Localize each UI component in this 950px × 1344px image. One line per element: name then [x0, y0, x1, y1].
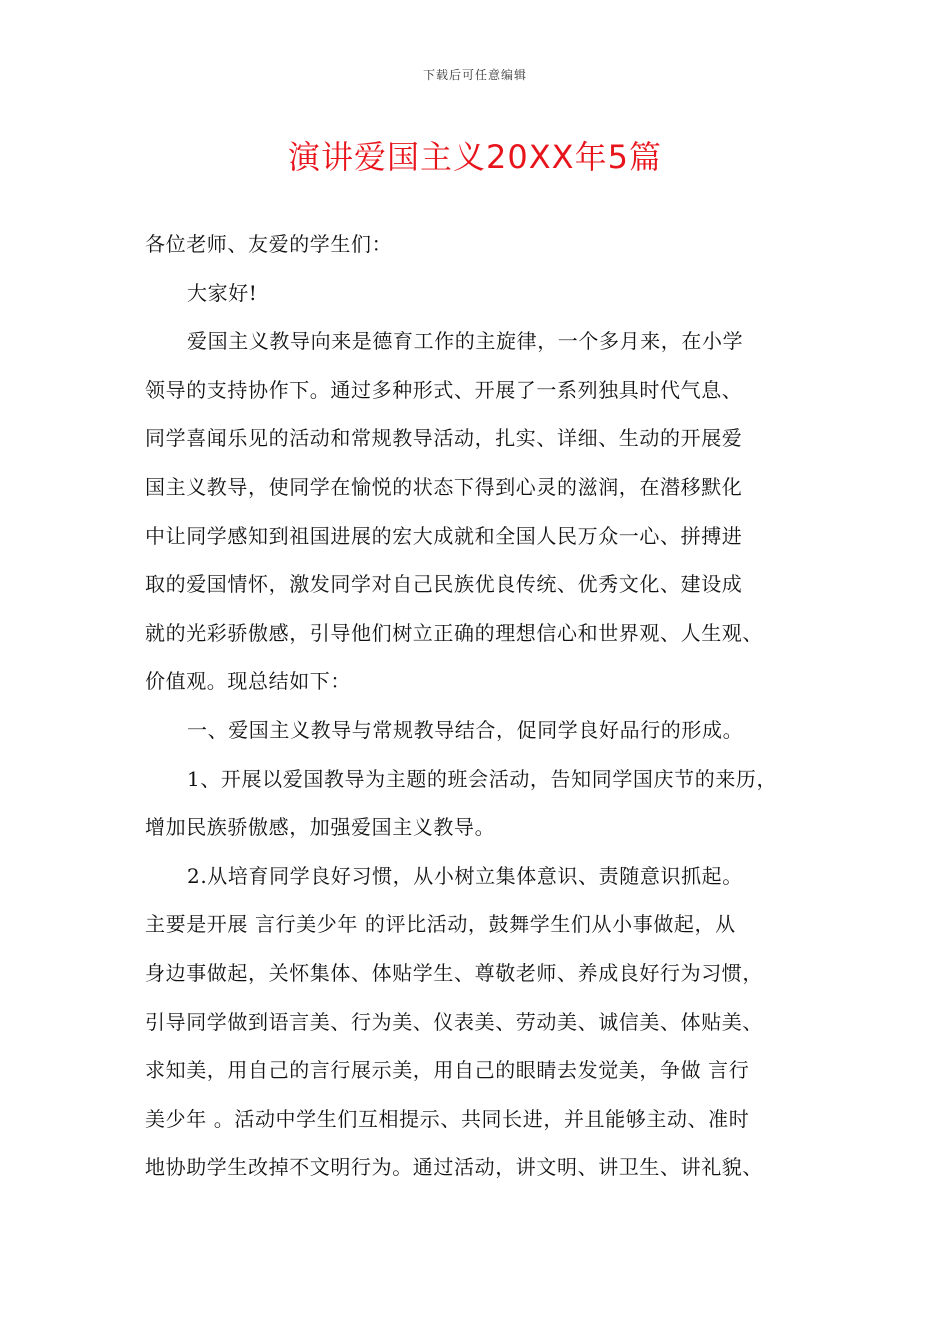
- body-text-line: 大家好!: [187, 280, 258, 305]
- body-text-line: 美少年 。活动中学生们互相提示、共同长进，并且能够主动、准时: [145, 1106, 750, 1131]
- body-text-line: 同学喜闻乐见的活动和常规教导活动，扎实、详细、生动的开展爱: [145, 426, 743, 451]
- body-text-line: 领导的支持协作下。通过多种形式、开展了一系列独具时代气息、: [145, 377, 743, 402]
- body-text-line: 引导同学做到语言美、行为美、仪表美、劳动美、诚信美、体贴美、: [145, 1009, 763, 1034]
- body-text-line: 1、开展以爱国教导为主题的班会活动，告知同学国庆节的来历，: [187, 766, 778, 791]
- body-text-line: 增加民族骄傲感，加强爱国主义教导。: [145, 815, 496, 840]
- body-text-line: 就的光彩骄傲感，引导他们树立正确的理想信心和世界观、人生观、: [145, 620, 763, 645]
- body-text-line: 取的爱国情怀，激发同学对自己民族优良传统、优秀文化、建设成: [145, 572, 743, 597]
- document-body: [145, 226, 825, 1198]
- body-text-line: 爱国主义教导向来是德育工作的主旋律，一个多月来，在小学: [187, 329, 744, 354]
- body-text-line: 价值观。现总结如下：: [145, 669, 351, 694]
- body-text-line: 2.从培育同学良好习惯，从小树立集体意识、责随意识抓起。: [187, 863, 743, 888]
- header-note: 下载后可任意编辑: [422, 68, 527, 82]
- body-text-line: 国主义教导，使同学在愉悦的状态下得到心灵的滋润，在潜移默化: [145, 474, 743, 499]
- document-title: 演讲爱国主义20XX年5篇: [288, 138, 662, 176]
- body-text-line: 一、爱国主义教导与常规教导结合，促同学良好品行的形成。: [187, 717, 744, 742]
- body-text-line: 各位老师、友爱的学生们：: [145, 232, 393, 256]
- body-text-line: 身边事做起，关怀集体、体贴学生、尊敬老师、养成良好行为习惯，: [145, 960, 763, 985]
- body-text-line: 地协助学生改掉不文明行为。通过活动，讲文明、讲卫生、讲礼貌、: [145, 1155, 763, 1180]
- body-text-line: 主要是开展 言行美少年 的评比活动，鼓舞学生们从小事做起，从: [145, 912, 736, 937]
- body-text-line: 中让同学感知到祖国进展的宏大成就和全国人民万众一心、拼搏进: [145, 523, 743, 548]
- body-text-line: 求知美，用自己的言行展示美，用自己的眼睛去发觉美，争做 言行: [145, 1058, 750, 1083]
